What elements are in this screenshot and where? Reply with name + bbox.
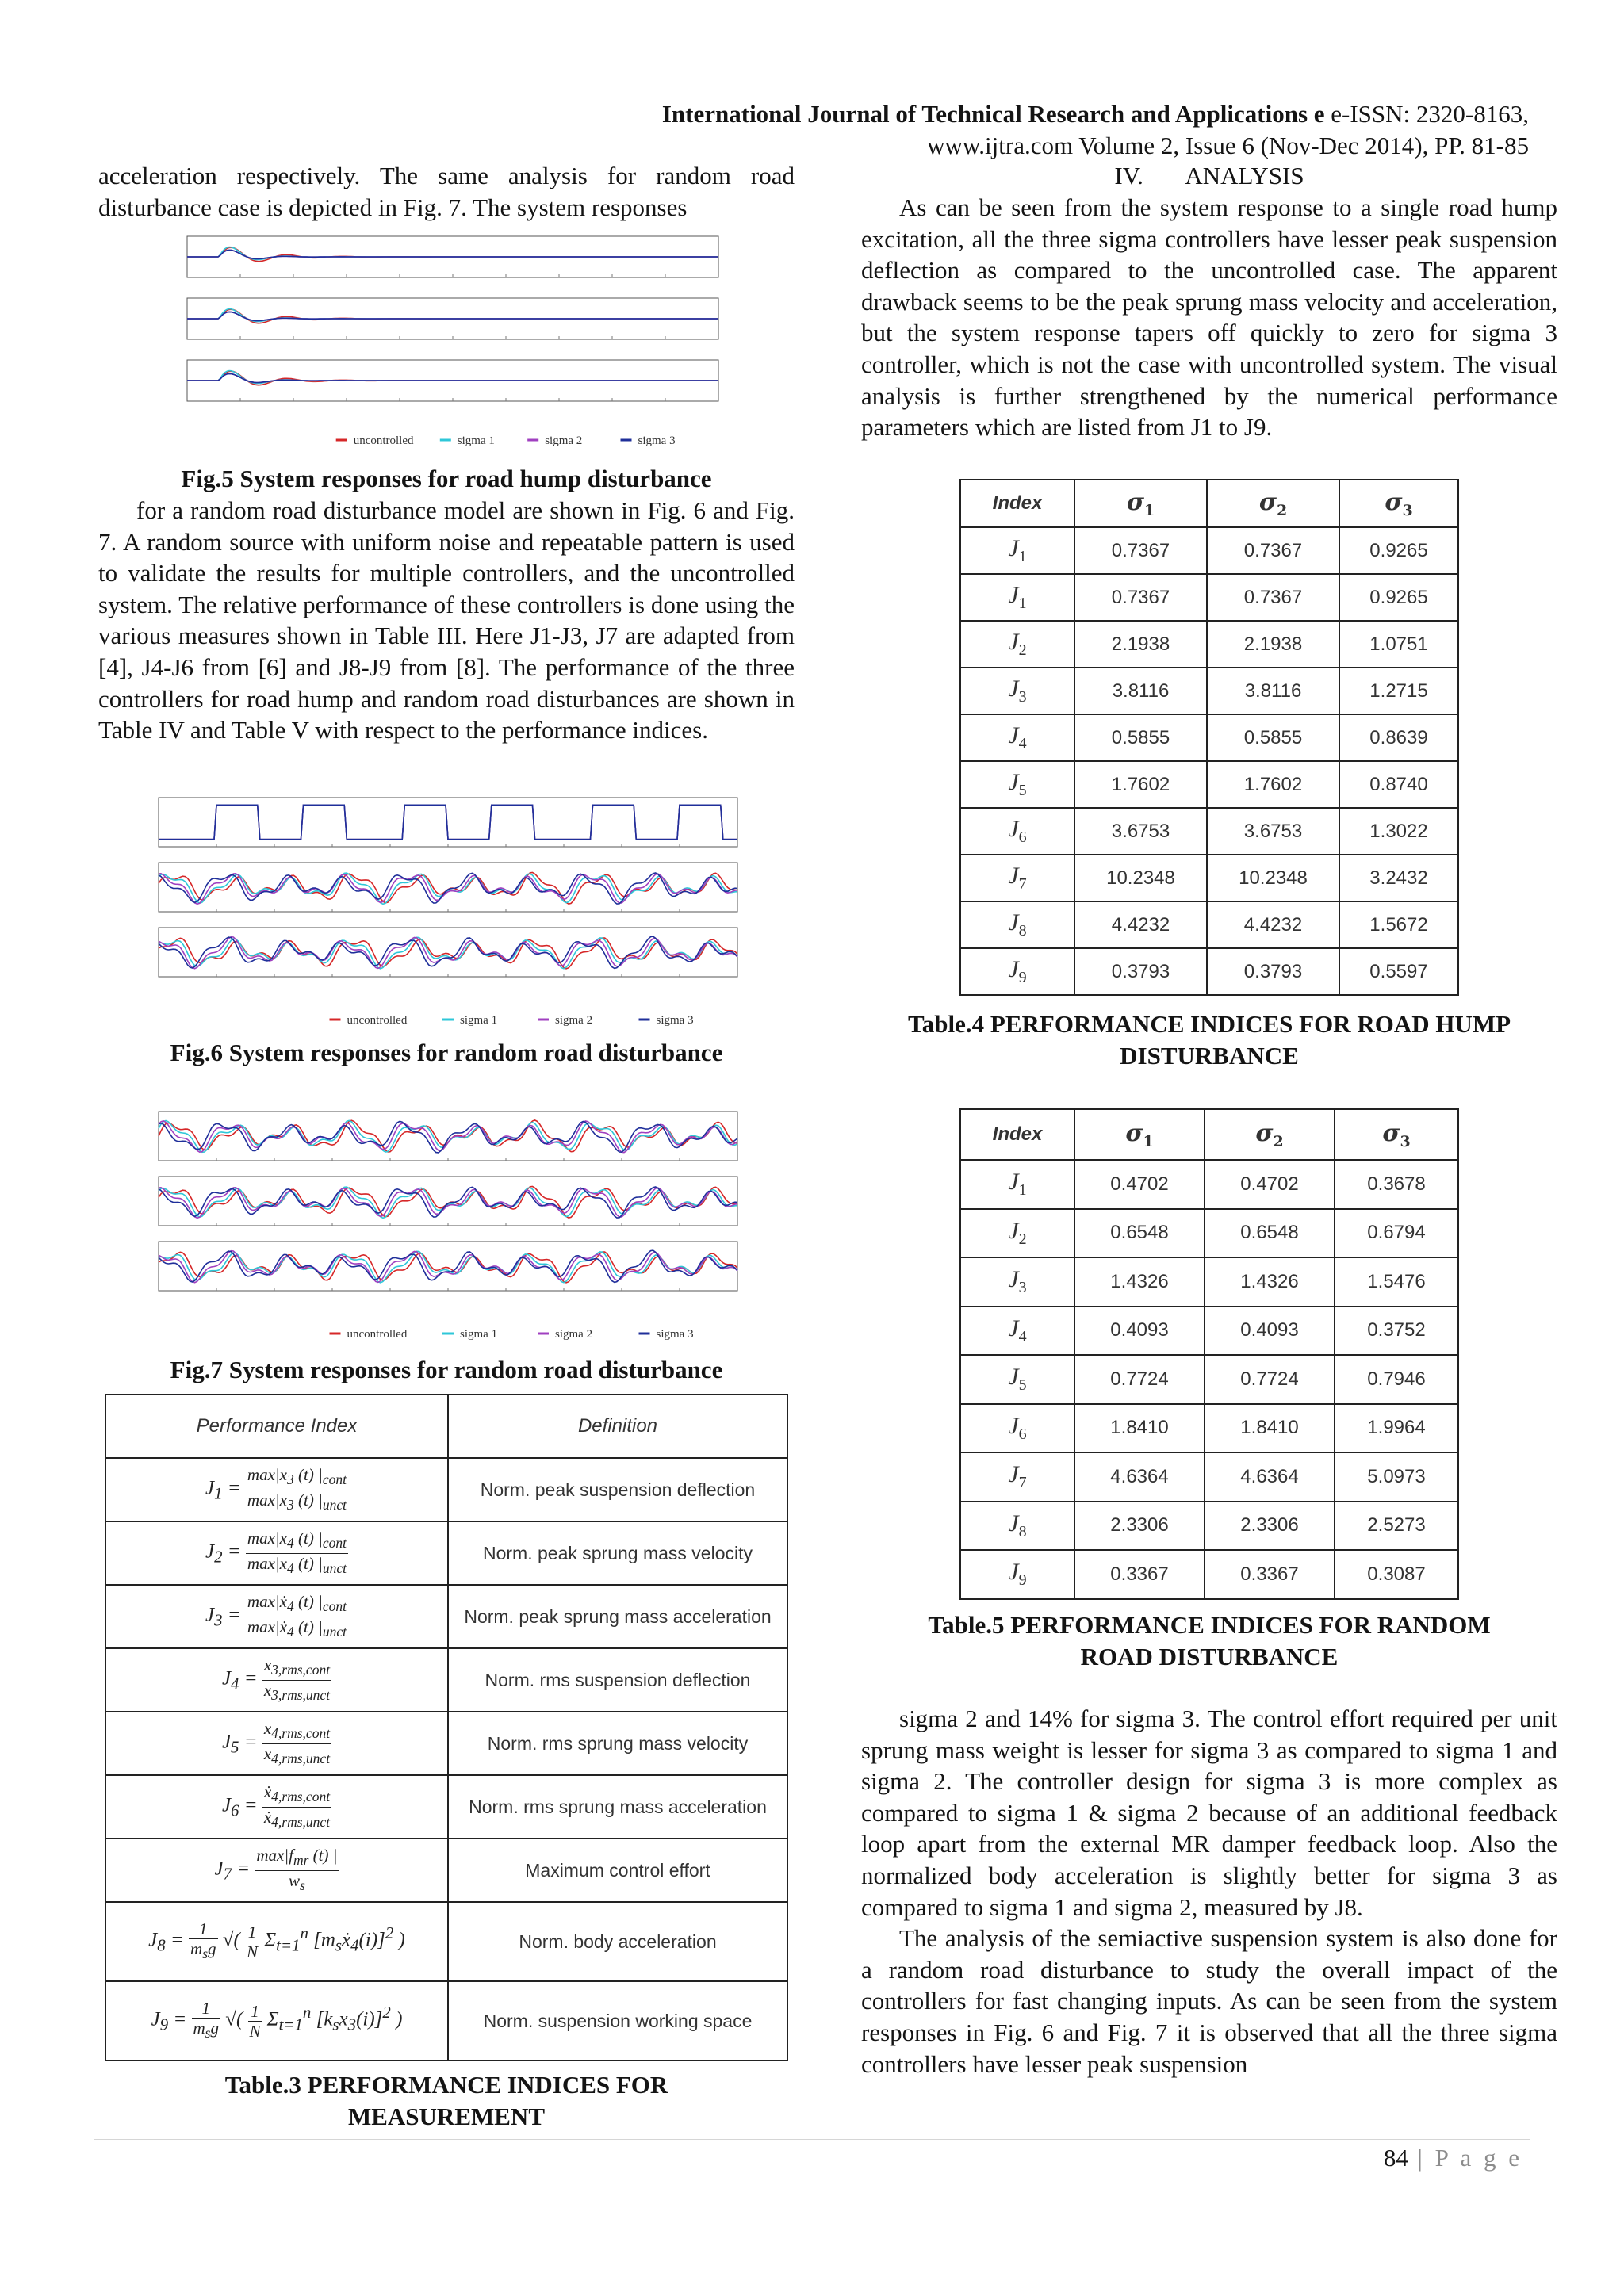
table-5-value-cell: 0.6548 [1074,1209,1205,1258]
table-5-value-cell: 0.3087 [1335,1550,1458,1599]
table-5-row [960,1550,1458,1599]
figure-5-panel [187,360,718,401]
table-4-value-cell: 1.7602 [1074,761,1207,808]
right-paragraph-2-text: sigma 2 and 14% for sigma 3. The control effort required per unit sprung mass weight is lesser for sigma 3 as compared to sigma 1 and sigma 2. The controller design for sigma 3 is more complex as compared to sigma 1 & sigma 2 because of an additional feedback loop apart from the external MR damper feedback loop. Also the normalized body acceleration is slightly better for sigma 3 as compared to sigma 1 and sigma 2, measured by J8. [861,1705,1557,1921]
legend-label-sigma1: sigma 1 [460,1014,498,1027]
table-5-value-cell: 0.4702 [1205,1160,1335,1209]
table-5-index-cell: $J_5$ [960,1355,1074,1404]
footer-rule [94,2139,1530,2140]
legend-label-uncontrolled: uncontrolled [347,1014,408,1027]
table-3-row: $J_8$ = $\frac{1}{m_sg}$ √( $\frac{1}{N}$ $\Sigma_{t=1}^n$ $[m_sẋ_4(i)]^2$ ) Norm. body acceleration [105,1902,787,1981]
page-number: 84 [1383,2144,1408,2172]
right-paragraph-2 [861,1703,1557,2080]
table-3-row: $J_7$ = $\frac{\max|f_{mr} (t) |}{w_s}$ Maximum control effort [105,1839,787,1902]
table-4-caption-line-2: DISTURBANCE [1120,1042,1299,1070]
table-4-index-cell: $J_1$ [960,527,1074,574]
table-3 [105,1394,788,2061]
figure-7-panel [159,1242,737,1291]
table-5-row [960,1209,1458,1258]
table-5-value-cell: 4.6364 [1074,1452,1205,1502]
table-4-value-cell: 4.4232 [1207,901,1339,948]
table-4-row [960,901,1458,948]
table-3-row: $J_5$ = $\frac{x_{4,rms,cont}}{x_{4,rms,unct}}$ Norm. rms sprung mass velocity [105,1712,787,1775]
table-5-caption-line-2: ROAD DISTURBANCE [1080,1643,1339,1670]
table-5-row [960,1404,1458,1453]
table-5-value-cell: 0.3678 [1335,1160,1458,1209]
table-5-value-cell: 4.6364 [1205,1452,1335,1502]
table-5-head-sigma2: $\sigma_2$ [1205,1109,1335,1160]
figure-5 [173,228,720,466]
figure-6-panel [159,863,737,912]
table-4-row [960,855,1458,901]
table-3-def: Norm. suspension working space [448,1981,787,2061]
table-5-row [960,1355,1458,1404]
table-3-def: Norm. peak sprung mass acceleration [448,1585,787,1648]
table-3-def: Norm. peak sprung mass velocity [448,1521,787,1585]
table-3-def: Norm. rms sprung mass velocity [448,1712,787,1775]
left-intro-paragraph: acceleration respectively. The same analysis for random road disturbance case is depicted in Fig. 7. The system responses [98,162,795,221]
table-5-row [960,1257,1458,1307]
table-4-value-cell: 0.7367 [1074,574,1207,621]
figure-7-panel [159,1112,737,1161]
table-4-value-cell: 0.7367 [1207,527,1339,574]
table-4-row [960,668,1458,714]
table-5-value-cell: 0.4093 [1205,1307,1335,1356]
figure-5-plot [173,228,720,466]
table-3-row: $J_1$ = $\frac{\max|x_3 (t) |_{cont}}{\max|x_3 (t) |_{unct}}$ Norm. peak suspension deflection [105,1458,787,1521]
table-3-row: $J_6$ = $\frac{ẋ_{4,rms,cont}}{ẋ_{4,rms,unct}}$ Norm. rms sprung mass acceleration [105,1775,787,1839]
legend-label-sigma2: sigma 2 [555,1014,593,1027]
table-5-value-cell: 2.3306 [1205,1502,1335,1551]
table-4-row [960,948,1458,995]
table-4-value-cell: 1.5672 [1339,901,1458,948]
left-paragraph-2-text: for a random road disturbance model are shown in Fig. 6 and Fig. 7. A random source with uniform noise and repeatable pattern is used to validate the results for multiple controllers, and the uncontrolled system. The relative performance of these controllers is done using the various measures shown in Table III. Here J1-J3, J7 are adapted from [4], J4-J6 from [6] and J8-J9 from [8]. The performance of the three controllers for road hump and random road disturbances are shown in Table IV and Table V with respect to the performance indices. [98,496,795,744]
journal-issue: www.ijtra.com Volume 2, Issue 6 (Nov-Dec 2014), PP. 81-85 [927,132,1529,159]
journal-header: International Journal of Technical Research and Applications e e-ISSN: 2320-8163, [661,100,1529,128]
table-4-value-cell: 0.5855 [1074,714,1207,761]
table-4-value-cell: 0.9265 [1339,527,1458,574]
table-3-row: $J_9$ = $\frac{1}{m_sg}$ √( $\frac{1}{N}$ $\Sigma_{t=1}^n$ $[k_sx_3(i)]^2$ ) Norm. suspension working space [105,1981,787,2061]
table-4-index-cell: $J_9$ [960,948,1074,995]
table-4-value-cell: 1.7602 [1207,761,1339,808]
table-4-index-cell: $J_6$ [960,808,1074,855]
figure-5-panel [187,298,718,339]
table-5-value-cell: 1.4326 [1074,1257,1205,1307]
table-4-value-cell: 0.7367 [1207,574,1339,621]
table-4-index-cell: $J_7$ [960,855,1074,901]
table-4-value-cell: 1.2715 [1339,668,1458,714]
table-3-def: Norm. rms suspension deflection [448,1648,787,1712]
table-5-value-cell: 1.9964 [1335,1404,1458,1453]
table-5-index-cell: $J_9$ [960,1550,1074,1599]
table-4-index-cell: $J_8$ [960,901,1074,948]
table-4-value-cell: 0.8639 [1339,714,1458,761]
table-4-row [960,527,1458,574]
table-5-value-cell: 0.3367 [1205,1550,1335,1599]
table-4-value-cell: 3.8116 [1074,668,1207,714]
table-5-value-cell: 1.8410 [1074,1404,1205,1453]
table-5-index-cell: $J_4$ [960,1307,1074,1356]
figure-7-plot [151,1104,745,1348]
table-4-value-cell: 0.5855 [1207,714,1339,761]
table-5-index-cell: $J_1$ [960,1160,1074,1209]
table-5-head-index: Index [960,1109,1074,1160]
table-5-head-sigma3: $\sigma_3$ [1335,1109,1458,1160]
table-4-index-cell: $J_3$ [960,668,1074,714]
table-4-row [960,574,1458,621]
legend-label-sigma3: sigma 3 [656,1328,694,1341]
table-4-caption-line-1: Table.4 PERFORMANCE INDICES FOR ROAD HUMP [907,1010,1511,1038]
table-4-index-cell: $J_1$ [960,574,1074,621]
page-footer: 84 | P a g e [1383,2144,1522,2172]
legend-label-sigma3: sigma 3 [656,1014,694,1027]
figure-6-panel [159,798,737,847]
table-3-row: $J_3$ = $\frac{\max|ẋ_4 (t) |_{cont}}{\max|ẋ_4 (t) |_{unct}}$ Norm. peak sprung mass acceleration [105,1585,787,1648]
table-4-head-sigma2: $\sigma_2$ [1207,480,1339,527]
table-4-value-cell: 1.3022 [1339,808,1458,855]
table-5-value-cell: 0.3752 [1335,1307,1458,1356]
figure-7-panel [159,1177,737,1226]
table-5-value-cell: 0.7724 [1205,1355,1335,1404]
page-word: P a g e [1434,2144,1522,2172]
table-5-value-cell: 0.7946 [1335,1355,1458,1404]
table-4-value-cell: 0.5597 [1339,948,1458,995]
figure-7 [151,1104,745,1348]
table-3-caption-line-1: Table.3 PERFORMANCE INDICES FOR [224,2071,668,2099]
table-4-value-cell: 0.9265 [1339,574,1458,621]
table-4-value-cell: 0.3793 [1074,948,1207,995]
figure-5-caption: Fig.5 System responses for road hump disturbance [181,465,712,492]
right-paragraph-3-text: The analysis of the semiactive suspension system is also done for a random road disturbance to study the overall impact of the controllers for fast changing inputs. As can be seen from the system responses in Fig. 6 and Fig. 7 it is observed that all the three sigma controllers have lesser peak suspension [861,1924,1557,2078]
journal-issn: e-ISSN: 2320-8163, [1324,100,1529,128]
table-3-def: Maximum control effort [448,1839,787,1902]
table-3-def: Norm. rms sprung mass acceleration [448,1775,787,1839]
table-5-value-cell: 2.3306 [1074,1502,1205,1551]
table-4-index-cell: $J_5$ [960,761,1074,808]
table-5-value-cell: 0.3367 [1074,1550,1205,1599]
table-5-value-cell: 1.8410 [1205,1404,1335,1453]
table-5-value-cell: 0.6794 [1335,1209,1458,1258]
right-paragraph-1 [861,192,1557,443]
table-5-caption-line-1: Table.5 PERFORMANCE INDICES FOR RANDOM [928,1611,1491,1639]
table-4-value-cell: 0.7367 [1074,527,1207,574]
legend-label-sigma2: sigma 2 [545,434,583,447]
table-4-row [960,808,1458,855]
table-4-value-cell: 1.0751 [1339,621,1458,668]
table-5-value-cell: 0.7724 [1074,1355,1205,1404]
figure-6-panel [159,928,737,977]
table-4-value-cell: 0.3793 [1207,948,1339,995]
table-5-index-cell: $J_8$ [960,1502,1074,1551]
table-5-value-cell: 0.4093 [1074,1307,1205,1356]
table-5-row [960,1160,1458,1209]
legend-label-sigma3: sigma 3 [638,434,676,447]
legend-label-sigma2: sigma 2 [555,1328,593,1341]
table-4-head-sigma1: $\sigma_1$ [1074,480,1207,527]
legend-label-uncontrolled: uncontrolled [353,434,414,447]
figure-6-legend [330,1014,694,1027]
table-3-def: Norm. body acceleration [448,1902,787,1981]
figure-6-caption: Fig.6 System responses for random road disturbance [170,1039,723,1066]
table-4-value-cell: 0.8740 [1339,761,1458,808]
table-5-index-cell: $J_6$ [960,1404,1074,1453]
table-5-row [960,1307,1458,1356]
table-5-row [960,1452,1458,1502]
table-4-value-cell: 3.6753 [1074,808,1207,855]
legend-label-uncontrolled: uncontrolled [347,1328,408,1341]
table-5-index-cell: $J_2$ [960,1209,1074,1258]
table-5-value-cell: 5.0973 [1335,1452,1458,1502]
figure-7-caption: Fig.7 System responses for random road disturbance [170,1356,723,1383]
left-paragraph-2 [98,495,795,746]
table-3-row: $J_2$ = $\frac{\max|x_4 (t) |_{cont}}{\max|x_4 (t) |_{unct}}$ Norm. peak sprung mass velocity [105,1521,787,1585]
table-3-head-index: Performance Index [105,1395,448,1458]
figure-5-legend [336,434,676,447]
table-3-head-definition: Definition [448,1395,787,1458]
table-4-index-cell: $J_4$ [960,714,1074,761]
table-4 [959,479,1459,996]
table-4-row [960,714,1458,761]
table-4-value-cell: 3.8116 [1207,668,1339,714]
journal-title: International Journal of Technical Research and Applications [661,100,1308,128]
figure-5-panel [187,236,718,277]
table-4-value-cell: 3.6753 [1207,808,1339,855]
table-5-value-cell: 0.6548 [1205,1209,1335,1258]
table-4-row [960,621,1458,668]
table-4-value-cell: 10.2348 [1207,855,1339,901]
table-3-caption-line-2: MEASUREMENT [347,2103,545,2130]
table-4-value-cell: 3.2432 [1339,855,1458,901]
table-4-value-cell: 4.4232 [1074,901,1207,948]
table-5-index-cell: $J_7$ [960,1452,1074,1502]
table-4-row [960,761,1458,808]
table-4-value-cell: 10.2348 [1074,855,1207,901]
table-5-value-cell: 1.4326 [1205,1257,1335,1307]
table-5-index-cell: $J_3$ [960,1257,1074,1307]
table-5-value-cell: 2.5273 [1335,1502,1458,1551]
table-3-def: Norm. peak suspension deflection [448,1458,787,1521]
table-5 [959,1108,1459,1600]
table-4-head-index: Index [960,480,1074,527]
legend-label-sigma1: sigma 1 [457,434,495,447]
table-4-index-cell: $J_2$ [960,621,1074,668]
figure-7-legend [330,1328,694,1341]
table-5-value-cell: 1.5476 [1335,1257,1458,1307]
table-4-value-cell: 2.1938 [1207,621,1339,668]
legend-label-sigma1: sigma 1 [460,1328,498,1341]
table-4-value-cell: 2.1938 [1074,621,1207,668]
section-heading-analysis: IV. ANALYSIS [1114,162,1304,189]
table-5-row [960,1502,1458,1551]
figure-6-plot [151,790,745,1034]
right-paragraph-1-text: As can be seen from the system response to a single road hump excitation, all the three sigma controllers have lesser peak suspension deflection as compared to the uncontrolled case. The apparent drawback seems to be the peak sprung mass velocity and acceleration, but the system response tapers off quickly to zero for sigma 3 controller, which is not the case with uncontrolled system. The visual analysis is further strengthened by the numerical performance parameters which are listed from J1 to J9. [861,193,1557,442]
table-5-value-cell: 0.4702 [1074,1160,1205,1209]
table-5-head-sigma1: $\sigma_1$ [1074,1109,1205,1160]
table-4-head-sigma3: $\sigma_3$ [1339,480,1458,527]
table-3-row: $J_4$ = $\frac{x_{3,rms,cont}}{x_{3,rms,unct}}$ Norm. rms suspension deflection [105,1648,787,1712]
figure-6 [151,790,745,1034]
